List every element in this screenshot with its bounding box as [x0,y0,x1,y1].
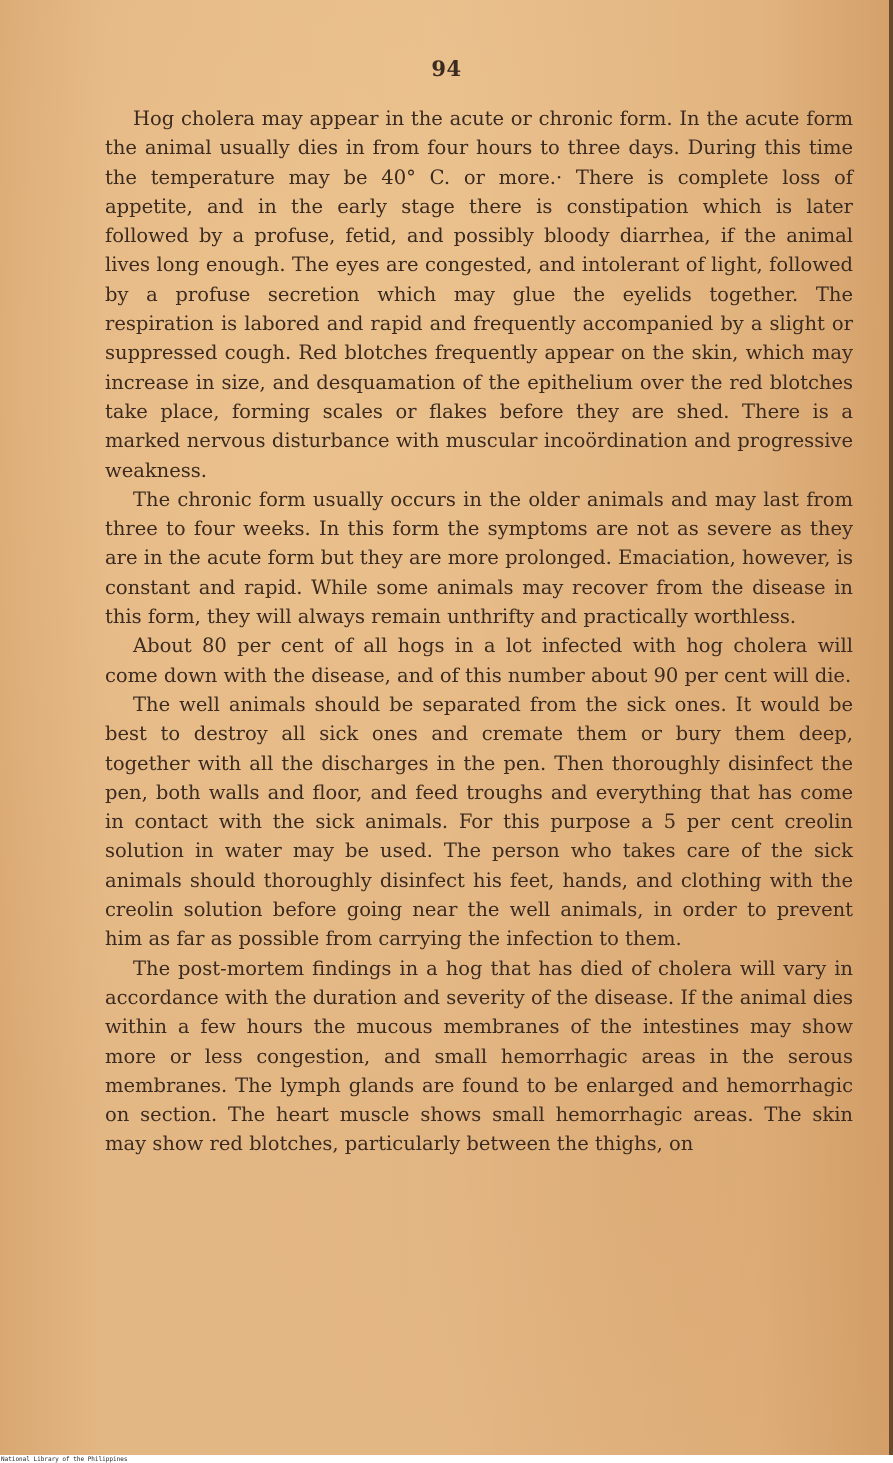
page-edge-shadow [889,0,893,1455]
library-credit: National Library of the Philippines [1,1456,128,1463]
paragraph-disinfection: The well animals should be separated from the sick ones. It would be best to destroy all sick ones and cremate them or bury them deep, together with all the discharges in the pen. Then thoroughly disinfect the pen, both walls and floor, and feed troughs and everything that has come in contact with the sick animals. For this purpose a 5 per cent creolin solution in water may be used. The person who takes care of the sick animals should thoroughly disinfect his feet, hands, and clothing with the creolin solution before going near the well animals, in order to prevent him as far as possible from carrying the infection to them. [105,692,853,951]
paragraph-post-mortem: The post-mortem findings in a hog that has died of cholera will vary in accordance with the duration and severity of the disease. If the animal dies within a few hours the mucous membranes of the intestines may show more or less congestion, and small hemorrhagic areas in the serous membranes. The lymph glands are found to be enlarged and hemorrhagic on section. The heart muscle shows small hemorrhagic areas. The skin may show red blotches, particularly between the thighs, on [105,956,853,1156]
paragraph-chronic-form: The chronic form usually occurs in the older animals and may last from three to four weeks. In this form the symptoms are not as severe as they are in the acute form but they are more prolonged. Emaciation, however, is constant and rapid. While some animals may recover from the disease in this form, they will always remain unthrifty and practically worthless. [105,487,853,629]
paragraph-acute-form: Hog cholera may appear in the acute or chronic form. In the acute form the animal usually dies in from four hours to three days. During this time the temperature may be 40° C. or more.· There is complete loss of appetite, and in the early stage there is constipation which is later followed by a profuse, fetid, and possibly bloody diarrhea, if the animal lives long enough. The eyes are congested, and intolerant of light, followed by a profuse secretion which may glue the eyelids together. The respiration is labored and rapid and frequently accompanied by a slight or suppressed cough. Red blotches frequently appear on the skin, which may increase in size, and desquamation of the epithelium over the red blotches take place, forming scales or flakes before they are shed. There is a marked nervous disturbance with muscular incoördination and progressive weakness. [105,107,853,482]
page-number: 94 [431,56,462,81]
paragraph-mortality: About 80 per cent of all hogs in a lot infected with hog cholera will come down with the disease, and of this number about 90 per cent will die. [105,634,853,687]
body-text [105,104,853,1159]
